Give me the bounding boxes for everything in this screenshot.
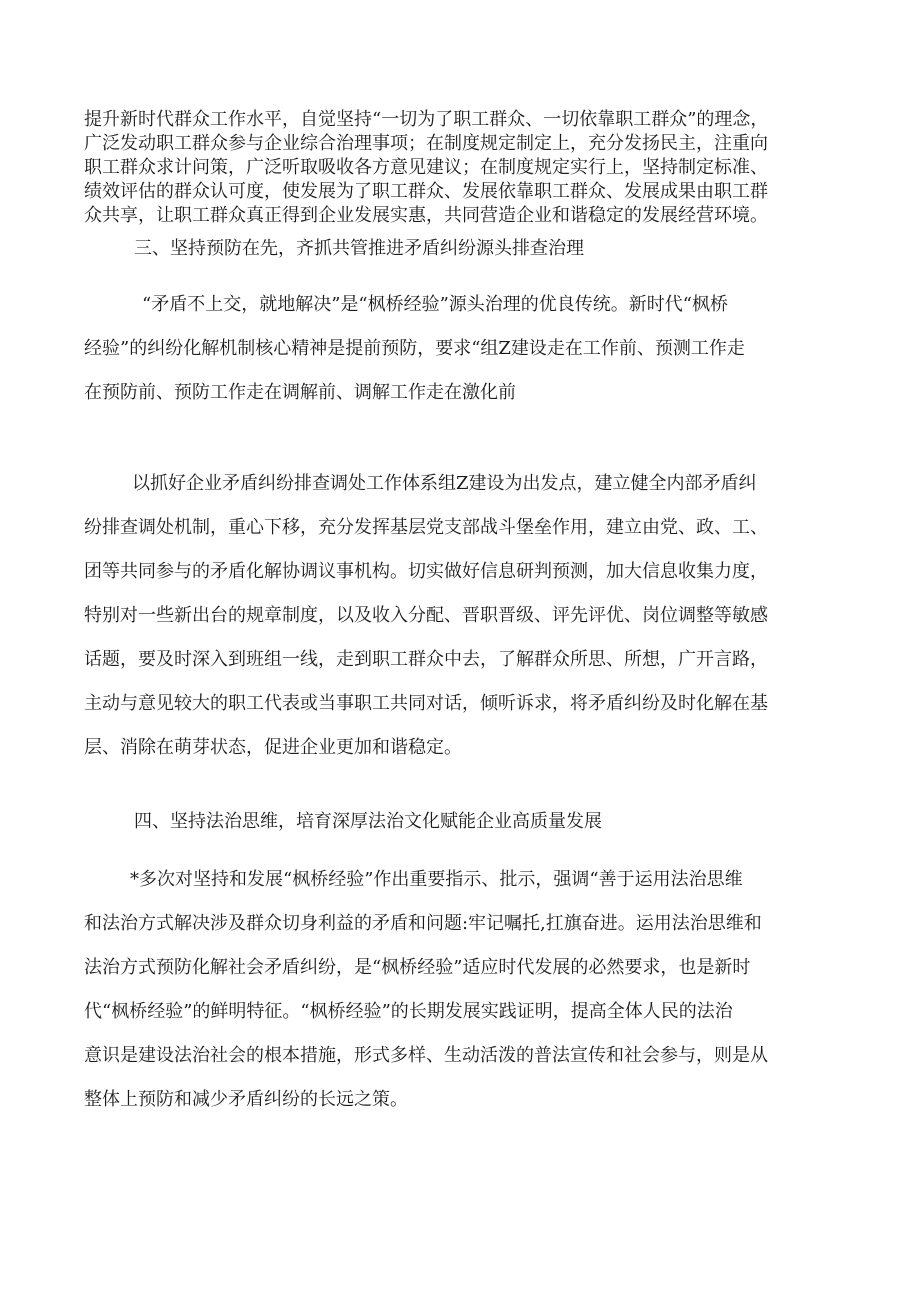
section-heading-3: 三、坚持预防在先，齐抓共管推进矛盾纠纷源头排查治理 [134,238,584,259]
text-line: 团等共同参与的矛盾化解协调议事机构。切实做好信息研判预测，加大信息收集力度， [84,561,768,582]
text-line: 以抓好企业矛盾纠纷排查调处工作体系组Z建设为出发点，建立健全内部矛盾纠 [132,473,757,494]
text-line: 广泛发动职工群众参与企业综合治理事项；在制度规定制定上，充分发扬民主，注重向 [84,133,768,154]
text-line: 特别对一些新出台的规章制度，以及收入分配、晋职晋级、评先评优、岗位调整等敏感 [84,605,768,626]
text-line: 意识是建设法治社会的根本措施，形式多样、生动活泼的普法宣传和社会参与，则是从 [84,1045,768,1066]
text-line: 主动与意见较大的职工代表或当事职工共同对话，倾听诉求，将矛盾纠纷及时化解在基 [84,693,768,714]
paragraph-intro [84,108,844,228]
text-line: 纷排查调处机制，重心下移，充分发挥基层党支部战斗堡垒作用，建立由党、政、工、 [84,517,768,538]
paragraph-rule-of-law [84,858,844,1122]
text-line: 经验”的纠纷化解机制核心精神是提前预防，要求“组Z建设走在工作前、预测工作走 [84,338,745,359]
text-line: “矛盾不上交，就地解决”是“枫桥经验”源头治理的优良传统。新时代“枫桥 [142,294,729,315]
paragraph-fengqiao-tradition [84,283,844,415]
text-line: 绩效评估的群众认可度，使发展为了职工群众、发展依靠职工群众、发展成果由职工群 [84,181,768,202]
section-heading-4: 四、坚持法治思维，培育深厚法治文化赋能企业高质量发展 [134,811,602,832]
text-line: 众共享，让职工群众真正得到企业发展实惠，共同营造企业和谐稳定的发展经营环境。 [84,205,768,226]
text-line: 整体上预防和减少矛盾纠纷的长远之策。 [84,1089,408,1110]
text-line: 在预防前、预防工作走在调解前、调解工作走在激化前 [84,382,516,403]
text-line: 和法治方式解决涉及群众切身利益的矛盾和问题:牢记嘱托,扛旗奋进。运用法治思维和 [84,913,762,934]
text-line: 层、消除在萌芽状态，促进企业更加和谐稳定。 [84,737,462,758]
paragraph-dispute-mechanism [84,462,844,770]
text-line: 职工群众求计问策，广泛听取吸收各方意见建议；在制度规定实行上，坚持制定标准、 [84,157,768,178]
text-line: 提升新时代群众工作水平，自觉坚持“一切为了职工群众、一切依靠职工群众”的理念， [84,109,769,130]
text-line: *多次对坚持和发展“枫桥经验”作出重要指示、批示，强调“善于运用法治思维 [130,869,743,890]
text-line: 话题，要及时深入到班组一线，走到职工群众中去，了解群众所思、所想，广开言路， [84,649,768,670]
text-line: 代“枫桥经验”的鲜明特征。“枫桥经验”的长期发展实践证明，提高全体人民的法治 [84,1001,733,1022]
text-line: 法治方式预防化解社会矛盾纠纷，是“枫桥经验”适应时代发展的必然要求，也是新时 [84,957,751,978]
